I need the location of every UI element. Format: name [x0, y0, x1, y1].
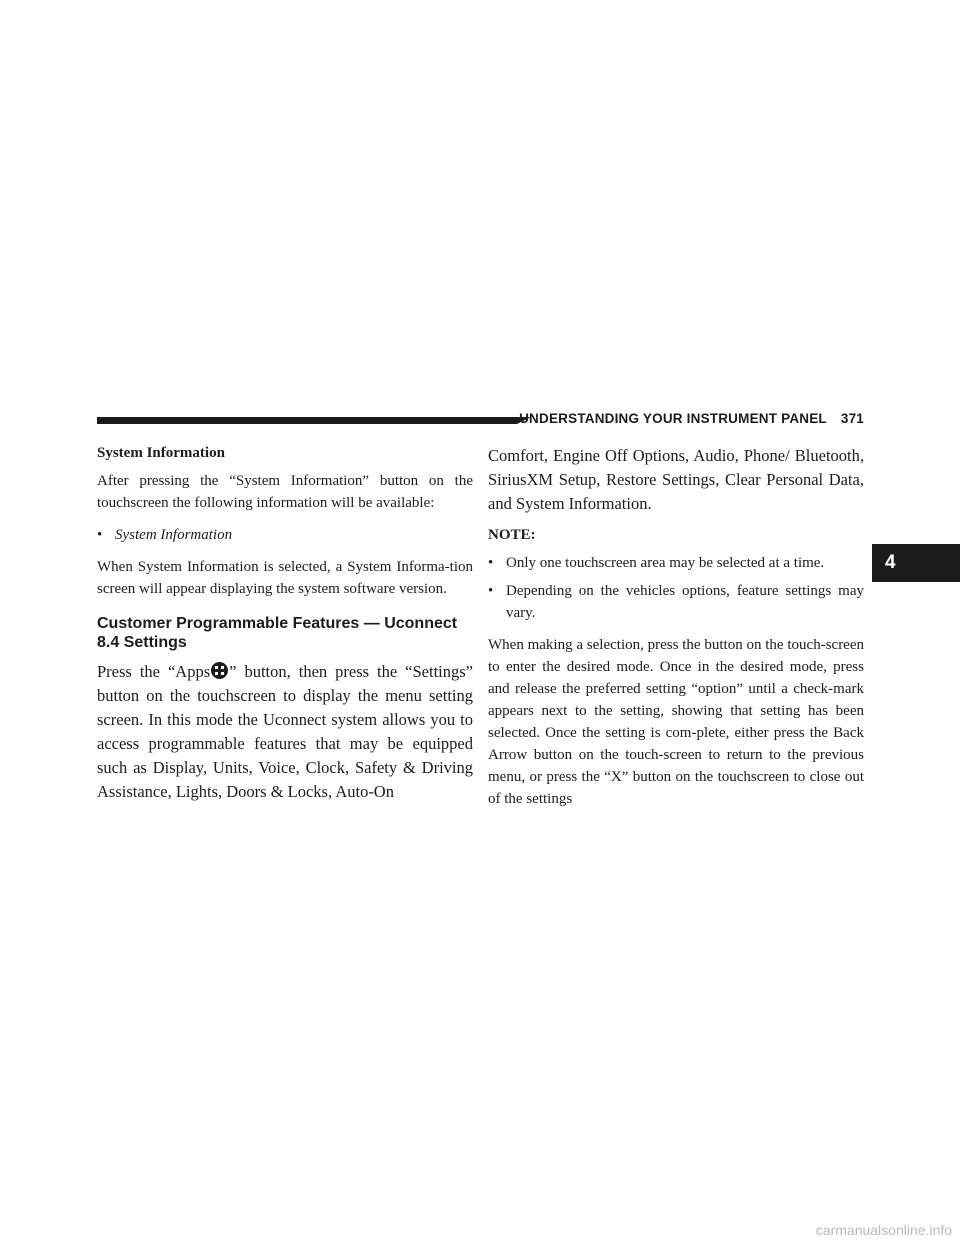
note-label: NOTE: — [488, 527, 536, 543]
heading-line: Customer Programmable Features — Uconnect — [97, 615, 458, 632]
header-title: UNDERSTANDING YOUR INSTRUMENT PANEL — [519, 411, 827, 426]
header-rule — [97, 417, 517, 424]
watermark: carmanualsonline.info — [815, 1222, 952, 1238]
section-heading-customer-programmable-features — [97, 614, 473, 652]
apps-icon — [211, 662, 228, 679]
bullet-dot: • — [488, 583, 494, 599]
list-item-text: System Information — [115, 527, 233, 543]
list-item-text: Depending on the vehicles options, feature settings may vary. — [506, 583, 864, 621]
list-item — [97, 524, 473, 546]
paragraph: After pressing the “System Information” button on the touchscreen the following information will be available: — [97, 473, 473, 511]
text-run: Press the “Apps — [97, 662, 211, 681]
bullet-dot: • — [488, 555, 494, 571]
paragraph — [97, 660, 473, 804]
heading-line: 8.4 Settings — [97, 634, 187, 651]
paragraph: Comfort, Engine Off Options, Audio, Phone/ Bluetooth, SiriusXM Setup, Restore Settings, Clear Personal Data, and System Information. — [488, 446, 864, 513]
right-column — [488, 444, 864, 810]
page-number: 371 — [840, 411, 864, 426]
list-item — [488, 580, 864, 624]
running-header — [519, 411, 864, 426]
bullet-dot: • — [97, 527, 103, 543]
list-item-text: Only one touchscreen area may be selected at a time. — [506, 555, 825, 571]
left-column — [97, 444, 473, 804]
paragraph: When making a selection, press the button on the touch-screen to enter the desired mode. Once in the desired mode, press and release the preferred setting “option” until a check-mark appears next to the setting, showing that setting has been selected. Once the setting is com-plete, either press the Back Arrow button on the touch-screen to return to the previous menu, or press the “X” button on the touchscreen to close out of the settings — [488, 637, 864, 807]
chapter-tab — [872, 544, 960, 582]
list-item — [488, 552, 864, 574]
chapter-number: 4 — [885, 552, 896, 573]
section-heading-system-information: System Information — [97, 445, 225, 461]
paragraph: When System Information is selected, a System Informa-tion screen will appear displaying the system software version. — [97, 559, 473, 597]
text-run: ” button, then press the “Settings” button on the touchscreen to display the menu setting screen. In this mode the Uconnect system allows you to access programmable features that may be equipped such as Display, Units, Voice, Clock, Safety & Driving Assistance, Lights, Doors & Locks, Auto-On — [97, 662, 473, 801]
